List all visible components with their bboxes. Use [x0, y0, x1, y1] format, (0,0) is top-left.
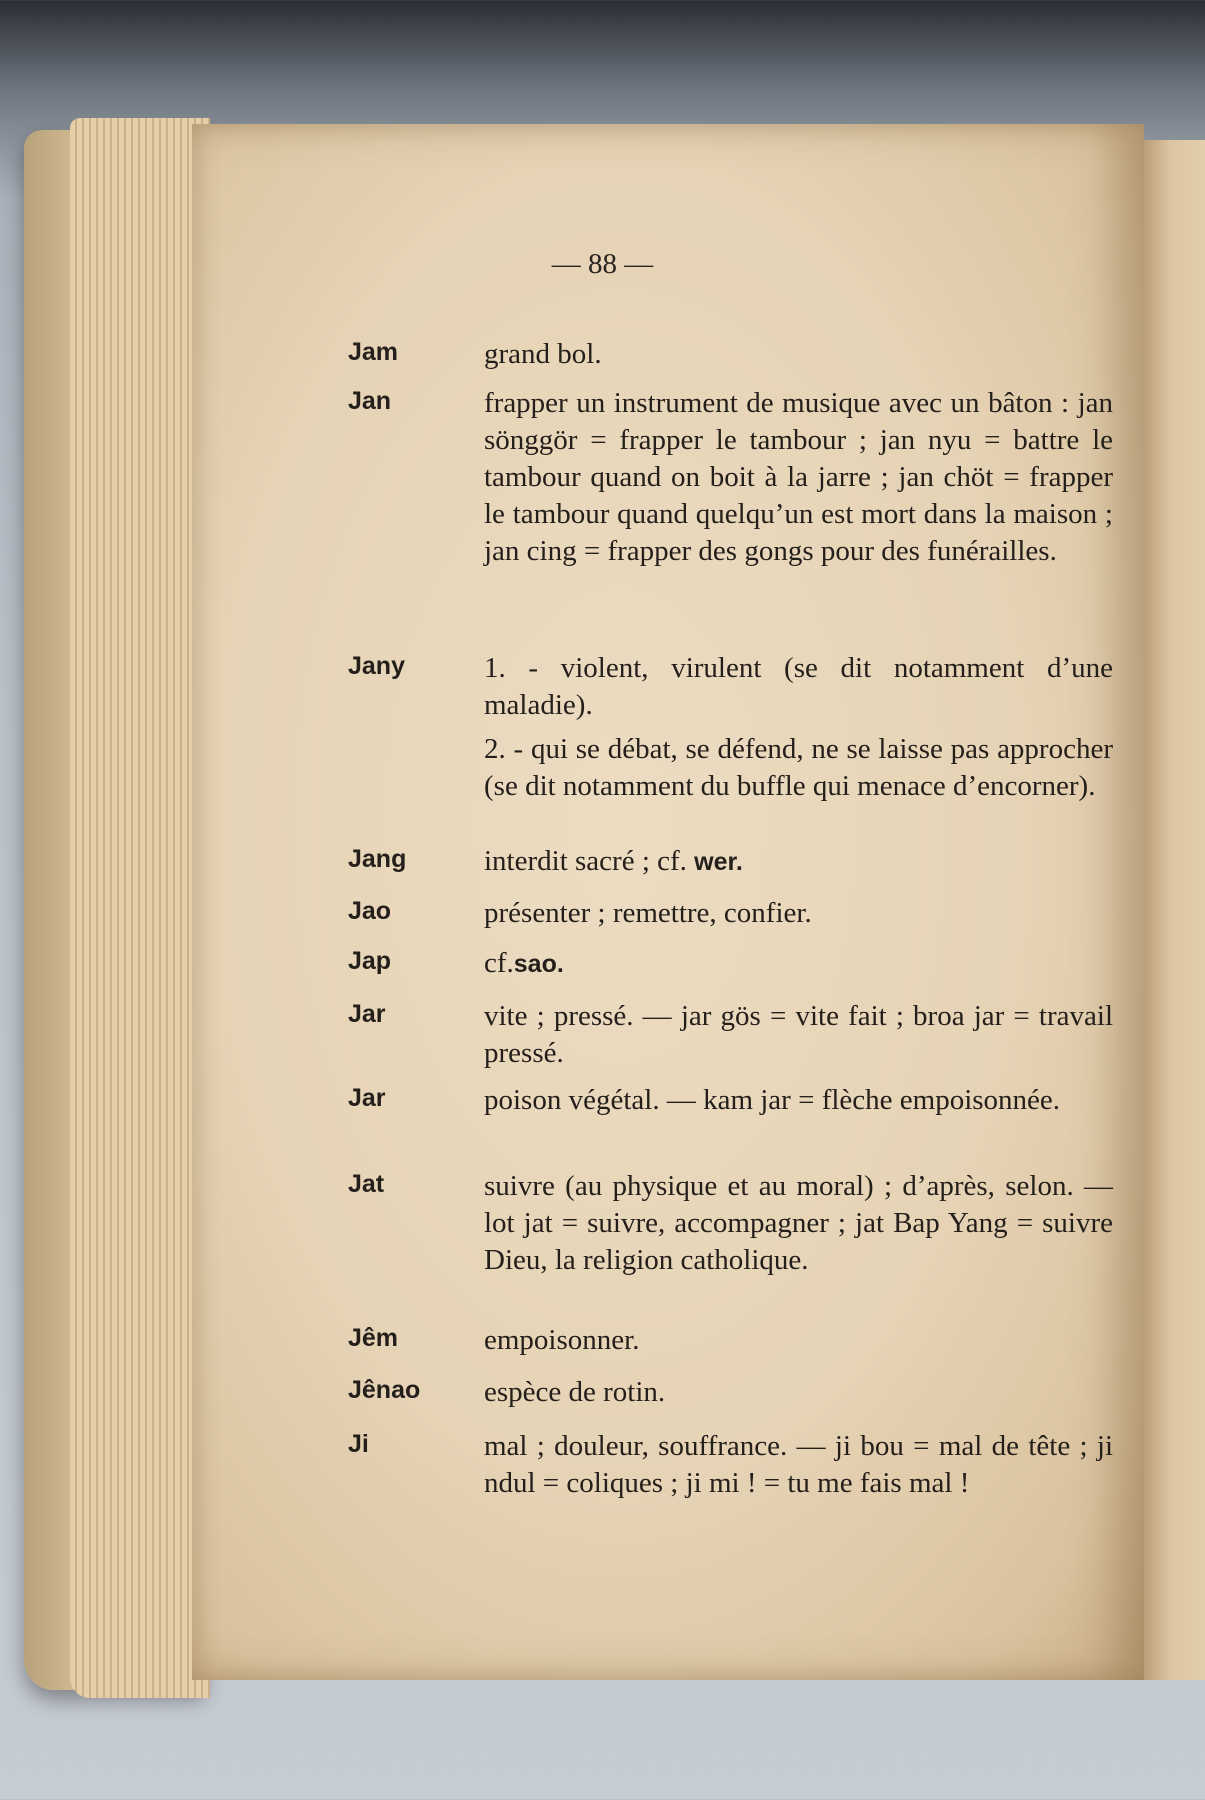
- definition: poison végétal. — kam jar = flèche empoisonnée.: [484, 1084, 1061, 1116]
- definition: suivre (au physique et au moral) ; d’après, selon. — lot jat = suivre, accompagner ; jat Bap Yang = suivre Dieu, la religion catholique.: [484, 1170, 1113, 1276]
- headword: Jang: [348, 845, 407, 873]
- headword: Jênao: [348, 1376, 421, 1404]
- definition: [484, 843, 1113, 881]
- definition: vite ; pressé. — jar gös = vite fait ; broa jar = travail pressé.: [484, 1000, 1113, 1069]
- definition: mal ; douleur, souffrance. — ji bou = mal de tête ; ji ndul = coliques ; ji mi ! = tu me fais mal !: [484, 1430, 1113, 1499]
- headword: Jar: [348, 1084, 386, 1112]
- headword: Jany: [348, 652, 405, 680]
- definition: frapper un instrument de musique avec un bâton : jan sönggör = frapper le tambour ; jan nyu = battre le tambour quand on boit à la jarre ; jan chöt = frapper le tambour quand quelqu’un est mort dans la maison ; jan cing = frapper des gongs pour des funérailles.: [484, 387, 1113, 567]
- headword: Jêm: [348, 1324, 399, 1352]
- headword: Ji: [348, 1430, 369, 1458]
- definition: présenter ; remettre, confier.: [484, 897, 812, 929]
- cross-reference: sao.: [513, 950, 564, 978]
- definition: empoisonner.: [484, 1324, 640, 1356]
- headword: Jat: [348, 1170, 385, 1198]
- definition: grand bol.: [484, 338, 602, 370]
- definition-text: interdit sacré ; cf.: [484, 845, 687, 877]
- definition-text: cf.: [484, 947, 514, 979]
- page-number: — 88 —: [551, 248, 654, 280]
- page-edges: [70, 118, 210, 1698]
- headword: Jam: [348, 338, 399, 366]
- cross-reference: wer.: [694, 848, 743, 876]
- definition-sense-2: 2. - qui se débat, se défend, ne se laisse pas approcher (se dit notamment du buffle qui menace d’encorner).: [484, 733, 1113, 802]
- headword: Jar: [348, 1000, 386, 1028]
- headword: Jan: [348, 387, 392, 415]
- definition: [484, 945, 1113, 983]
- facing-page-edge: [1142, 140, 1205, 1680]
- headword: Jao: [348, 897, 392, 925]
- definition: 1. - violent, virulent (se dit notamment d’une maladie).: [484, 652, 1113, 721]
- headword: Jap: [348, 947, 392, 975]
- definition: espèce de rotin.: [484, 1376, 666, 1408]
